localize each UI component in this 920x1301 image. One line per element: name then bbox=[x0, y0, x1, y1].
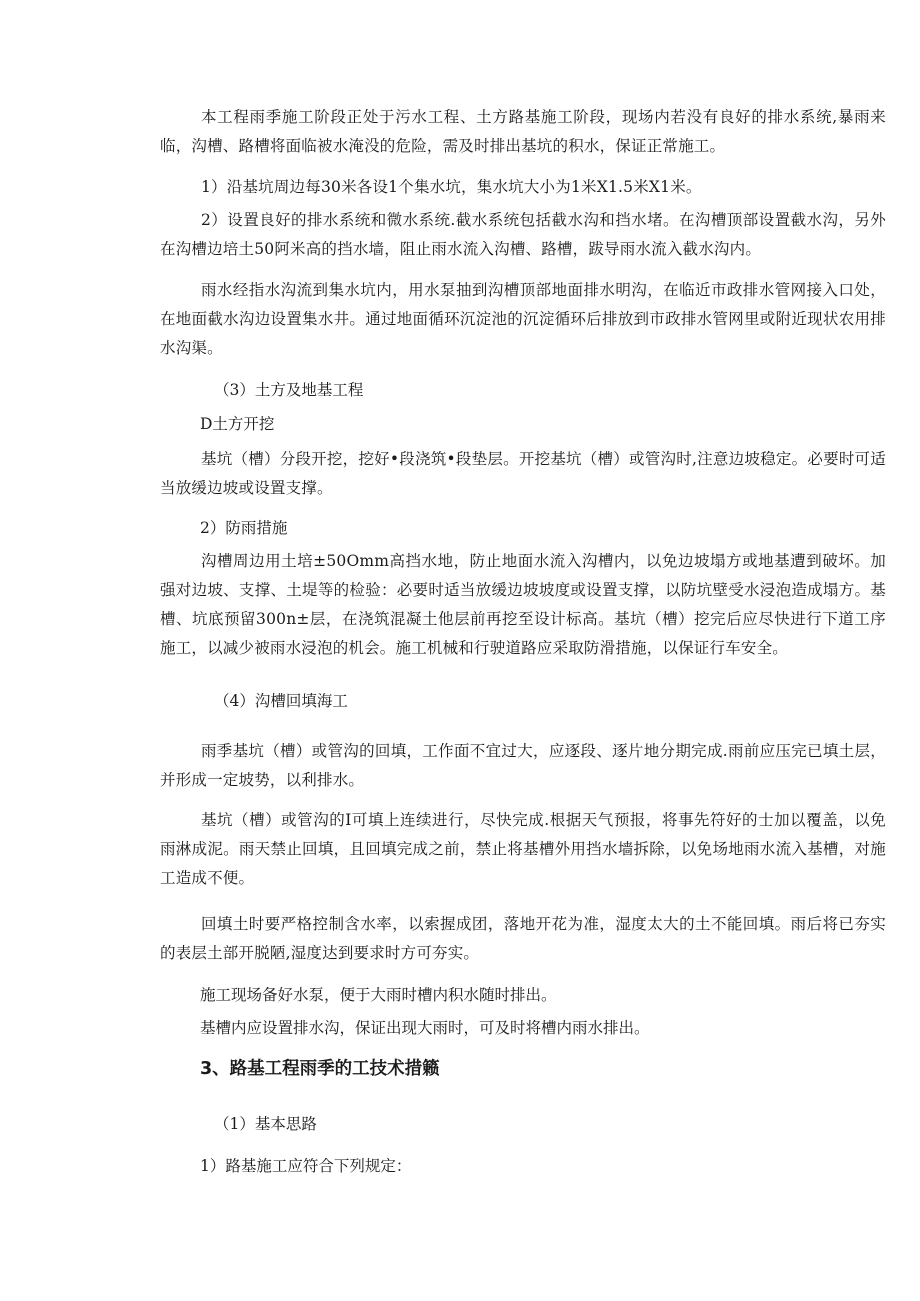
paragraph-excavation: 基坑（槽）分段开挖，挖好•段浇筑•段垫层。开挖基坑（槽）或管沟时,注意边坡稳定。必要时可适当放缓边坡或设置支撑。 bbox=[160, 450, 886, 497]
paragraph-rainwater-flow: 雨水经指水沟流到集水坑内，用水泵抽到沟槽顶部地面排水明沟，在临近市政排水管网接入口处，在地面截水沟边设置集水井。通过地面循环沉淀池的沉淀循环后排放到市政排水管网里或附近现状农用排水沟渠。 bbox=[160, 281, 886, 357]
subheading-excavation: D土方开挖 bbox=[200, 415, 275, 433]
paragraph-rain-protection: 沟槽周边用土培±50Omm高挡水地，防止地面水流入沟槽内，以免边坡塌方或地基遭到破坏。加强对边坡、支撑、土堤等的检验：必要时适当放缓边坡坡度或设置支撑，以防坑壁受水浸泡造成塌方。基槽、坑底预留300n±层，在浇筑混凝土他层前再挖至设计标高。基坑（槽）挖完后应尽快进行下道工序施工，以减少被雨水浸泡的机会。施工机械和行驶道路应采取防滑措施，以保证行车安全。 bbox=[160, 552, 886, 657]
section-heading-roadbed: 3、路基工程雨季的工技术措籁 bbox=[200, 1059, 440, 1079]
paragraph-water-pump: 施工现场备好水泵，便于大雨时槽内积水随时排出。 bbox=[200, 986, 557, 1004]
subheading-rain-protection: 2）防雨措施 bbox=[200, 519, 288, 537]
list-item-roadbed-rules: 1）路基施工应符合下列规定： bbox=[200, 1157, 412, 1175]
paragraph-continuous-backfill: 基坑（槽）或管沟的I可填上连续进行，尽快完成.根据天气预报，将事先符好的士加以覆盖，以免雨淋成泥。雨天禁止回填，且回填完成之前，禁止将基槽外用挡水墙拆除，以免场地雨水流入基槽，对施工造成不便。 bbox=[160, 811, 886, 887]
subheading-earthwork: （3）土方及地基工程 bbox=[214, 381, 364, 399]
subheading-basic-approach: （1）基本思路 bbox=[214, 1115, 317, 1133]
paragraph-backfill-workface: 雨季基坑（槽）或管沟的回填，工作面不宜过大，应逐段、逐片地分期完成.雨前应压完已填土层，并形成一定坡势，以利排水。 bbox=[160, 742, 886, 789]
paragraph-drainage-system: 2）设置良好的排水系统和微水系统.截水系统包括截水沟和挡水堵。在沟槽顶部设置截水沟，另外在沟槽边培土50阿米高的挡水墙，阻止雨水流入沟槽、路槽，跋导雨水流入截水沟内。 bbox=[160, 211, 886, 258]
paragraph-collection-pit: 1）沿基坑周边每30米各设1个集水坑，集水坑大小为1米X1.5米X1米。 bbox=[201, 178, 702, 196]
subheading-trench-backfill: （4）沟槽回填海工 bbox=[214, 692, 348, 710]
paragraph-drainage-ditch: 基槽内应设置排水沟，保证出现大雨时，可及时将槽内雨水排出。 bbox=[200, 1019, 650, 1037]
paragraph-moisture-control: 回填土时要严格控制含水率，以索握成团，落地开花为准，湿度太大的土不能回填。雨后将已夯实的表层土部开脱陋,湿度达到要求时方可夯实。 bbox=[160, 915, 886, 962]
paragraph-rainy-season-overview: 本工程雨季施工阶段正处于污水工程、土方路基施工阶段，现场内若没有良好的排水系统,暴雨来临，沟槽、路槽将面临被水淹没的危险，需及时排出基坑的积水，保证正常施工。 bbox=[160, 108, 886, 155]
